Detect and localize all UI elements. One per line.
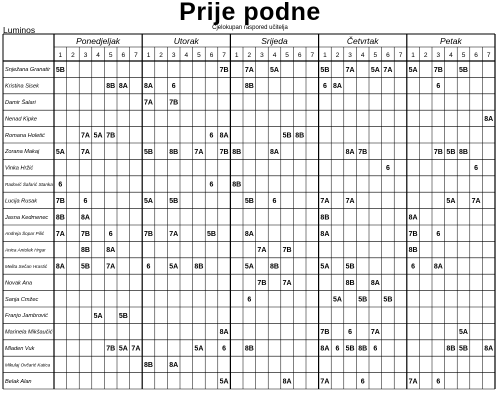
day-header: Ponedjeljak xyxy=(76,36,121,46)
class-cell: 8B xyxy=(408,247,418,255)
class-cell: 7A xyxy=(55,230,65,238)
class-cell: 6 xyxy=(335,345,340,353)
teacher-name: Mikulaj Ovčarić Katica xyxy=(5,362,51,368)
teacher-name: Mladen Vuk xyxy=(5,346,35,352)
class-cell: 7A xyxy=(383,66,393,74)
class-cell: 5A xyxy=(459,329,468,337)
class-cell: 7A xyxy=(408,378,418,386)
period-number: 6 xyxy=(121,52,126,59)
class-cell: 7A xyxy=(131,345,141,353)
period-number: 3 xyxy=(171,52,176,59)
class-cell: 6 xyxy=(171,83,176,91)
period-number: 5 xyxy=(285,52,289,59)
class-cell: 5A xyxy=(55,148,65,156)
period-number: 7 xyxy=(134,52,138,59)
teacher-name: Radović Šafarić Stanka xyxy=(5,182,53,187)
teacher-name: Nenad Kipke xyxy=(5,116,38,123)
teacher-name: Vinka Hržić xyxy=(5,165,34,172)
class-cell: 5B xyxy=(282,132,292,140)
class-cell: 7B xyxy=(106,132,116,140)
class-cell: 7A xyxy=(81,148,90,156)
period-number: 5 xyxy=(108,52,113,59)
class-cell: 5B xyxy=(383,296,393,304)
class-cell: 7B xyxy=(106,345,116,353)
class-cell: 5B xyxy=(358,296,368,304)
class-cell: 5B xyxy=(320,66,330,74)
class-cell: 5A xyxy=(333,296,342,304)
class-cell: 5A xyxy=(270,66,279,74)
period-number: 4 xyxy=(96,52,100,59)
class-cell: 5B xyxy=(118,312,128,320)
class-cell: 8B xyxy=(459,148,468,156)
class-cell: 7A xyxy=(370,329,380,337)
class-cell: 7B xyxy=(219,148,229,156)
class-cell: 5B xyxy=(345,263,355,271)
class-cell: 7A xyxy=(144,99,153,107)
class-cell: 6 xyxy=(360,378,365,386)
class-cell: 5B xyxy=(55,66,65,74)
class-cell: 7B xyxy=(219,66,229,74)
period-number: 2 xyxy=(335,52,340,59)
class-cell: 6 xyxy=(222,345,227,353)
class-cell: 8A xyxy=(320,230,330,238)
period-number: 7 xyxy=(222,52,226,59)
class-cell: 8A xyxy=(118,83,128,91)
period-number: 5 xyxy=(373,52,378,59)
class-cell: 7B xyxy=(433,66,443,74)
class-cell: 8B xyxy=(244,83,254,91)
class-cell: 8B xyxy=(232,148,242,156)
class-cell: 8A xyxy=(320,345,330,353)
class-cell: 7B xyxy=(358,148,368,156)
class-cell: 8B xyxy=(244,345,254,353)
period-number: 3 xyxy=(260,52,264,59)
class-cell: 7A xyxy=(257,247,267,255)
class-cell: 5B xyxy=(446,148,456,156)
class-cell: 8B xyxy=(345,280,355,287)
class-cell: 8A xyxy=(81,214,90,222)
period-number: 6 xyxy=(386,52,390,59)
class-cell: 7B xyxy=(433,148,443,156)
class-cell: 8A xyxy=(333,83,342,91)
class-cell: 8A xyxy=(219,329,229,337)
class-cell: 8B xyxy=(81,247,90,255)
class-cell: 7A xyxy=(244,66,254,74)
class-cell: 7B xyxy=(169,99,179,107)
class-cell: 5A xyxy=(93,132,103,140)
period-number: 2 xyxy=(423,52,428,59)
period-number: 3 xyxy=(436,52,441,59)
class-cell: 6 xyxy=(348,329,353,337)
class-cell: 5A xyxy=(118,345,128,353)
day-header: Četvrtak xyxy=(346,36,379,46)
period-number: 2 xyxy=(71,52,75,59)
period-number: 5 xyxy=(461,52,466,59)
class-cell: 8A xyxy=(433,263,443,271)
class-cell: 5B xyxy=(244,198,254,205)
class-cell: 8A xyxy=(282,378,292,386)
class-cell: 8B xyxy=(446,345,456,353)
class-cell: 7A xyxy=(81,132,90,140)
class-cell: 6 xyxy=(83,198,88,205)
class-cell: 7A xyxy=(282,280,292,287)
teacher-name: Lucija Rusak xyxy=(5,198,38,205)
class-cell: 5A xyxy=(144,198,153,205)
class-cell: 8A xyxy=(484,345,494,353)
class-cell: 5B xyxy=(459,345,468,353)
class-cell: 6 xyxy=(411,263,416,271)
page-subtitle: Cjelokupan raspored učitelja xyxy=(212,25,288,31)
teacher-name: Damir Šalari xyxy=(5,100,36,106)
period-number: 5 xyxy=(197,52,201,59)
period-number: 1 xyxy=(411,52,415,59)
class-cell: 8B xyxy=(194,263,204,271)
period-number: 1 xyxy=(146,52,151,59)
teacher-name: Belak Alan xyxy=(5,378,32,385)
period-number: 1 xyxy=(58,52,63,59)
class-cell: 5B xyxy=(144,148,153,156)
day-header: Utorak xyxy=(173,36,199,46)
class-cell: 8A xyxy=(270,148,279,156)
period-number: 2 xyxy=(247,52,252,59)
class-cell: 5A xyxy=(408,66,418,74)
class-cell: 7A xyxy=(345,198,355,205)
teacher-name: Anica Antolek Hrgar xyxy=(5,247,46,253)
day-header: Srijeda xyxy=(261,36,288,46)
period-number: 1 xyxy=(323,52,327,59)
period-number: 7 xyxy=(486,52,491,59)
period-number: 7 xyxy=(310,52,315,59)
period-number: 4 xyxy=(360,52,365,59)
class-cell: 8A xyxy=(169,362,179,369)
teacher-name: Snježana Granatir xyxy=(5,67,51,74)
teacher-name: Marinela Mikšaučić xyxy=(5,329,53,336)
period-number: 4 xyxy=(449,52,453,59)
class-cell: 7B xyxy=(81,230,90,238)
class-cell: 8B xyxy=(169,148,179,156)
class-cell: 6 xyxy=(436,230,441,238)
class-cell: 6 xyxy=(474,165,479,173)
period-number: 4 xyxy=(272,52,277,59)
class-cell: 6 xyxy=(146,263,151,271)
class-cell: 5A xyxy=(219,378,229,386)
period-number: 6 xyxy=(474,52,478,59)
class-cell: 5A xyxy=(93,312,103,320)
class-cell: 8A xyxy=(370,280,380,287)
class-cell: 8B xyxy=(295,132,305,140)
teacher-name: Novak Ana xyxy=(5,280,33,287)
class-cell: 7B xyxy=(408,230,418,238)
class-cell: 8B xyxy=(106,83,116,91)
class-cell: 7A xyxy=(320,378,330,386)
class-cell: 5B xyxy=(207,230,216,238)
class-cell: 8B xyxy=(270,263,279,271)
class-cell: 5B xyxy=(81,263,90,271)
class-cell: 5A xyxy=(244,263,254,271)
class-cell: 6 xyxy=(209,181,214,189)
class-cell: 8A xyxy=(484,116,494,123)
class-cell: 6 xyxy=(385,165,390,173)
class-cell: 8B xyxy=(320,214,330,222)
class-cell: 5A xyxy=(169,263,179,271)
class-cell: 7A xyxy=(320,198,330,205)
class-cell: 5A xyxy=(446,198,456,205)
class-cell: 7B xyxy=(320,329,330,337)
class-cell: 6 xyxy=(436,378,441,386)
class-cell: 8A xyxy=(244,230,254,238)
period-number: 1 xyxy=(234,52,239,59)
class-cell: 5B xyxy=(345,345,355,353)
teacher-name: Franjo Jambrović xyxy=(5,313,48,320)
class-cell: 7B xyxy=(282,247,292,255)
class-cell: 7B xyxy=(55,198,65,205)
period-number: 6 xyxy=(297,52,302,59)
teacher-name: Kristina Sisek xyxy=(5,83,39,90)
class-cell: 6 xyxy=(58,181,63,189)
class-cell: 8A xyxy=(144,83,153,91)
class-cell: 7A xyxy=(194,148,204,156)
class-cell: 7B xyxy=(257,280,267,287)
day-header: Petak xyxy=(440,36,462,46)
class-cell: 6 xyxy=(373,345,378,353)
class-cell: 6 xyxy=(247,296,252,304)
period-number: 4 xyxy=(184,52,189,59)
period-number: 6 xyxy=(209,52,214,59)
class-cell: 6 xyxy=(108,230,113,238)
class-cell: 6 xyxy=(322,83,327,91)
class-cell: 7A xyxy=(169,230,179,238)
teacher-name: Jasna Kedmenec xyxy=(5,214,49,221)
period-number: 3 xyxy=(348,52,352,59)
class-cell: 8A xyxy=(345,148,355,156)
class-cell: 8A xyxy=(219,132,229,140)
class-cell: 7A xyxy=(471,198,481,205)
class-cell: 8A xyxy=(55,263,65,271)
page-title: Prije podne xyxy=(179,0,321,26)
class-cell: 5B xyxy=(169,198,179,205)
class-cell: 6 xyxy=(436,83,441,91)
class-cell: 8A xyxy=(106,247,116,255)
period-number: 2 xyxy=(159,52,163,59)
class-cell: 8B xyxy=(144,362,153,369)
period-number: 3 xyxy=(83,52,88,59)
class-cell: 7A xyxy=(345,66,355,74)
class-cell: 5A xyxy=(194,345,204,353)
teacher-name: Andreja Šopar Pilić xyxy=(5,231,45,237)
class-cell: 5A xyxy=(370,66,380,74)
class-cell: 5A xyxy=(320,263,330,271)
class-cell: 7A xyxy=(106,263,116,271)
teacher-name: Melita Sečan Hrastić xyxy=(5,264,48,269)
teacher-name: Zorana Makaj xyxy=(5,149,40,156)
class-cell: 7B xyxy=(144,230,153,238)
period-number: 7 xyxy=(398,52,403,59)
teacher-name: Romana Holetić xyxy=(5,132,45,139)
class-cell: 6 xyxy=(209,132,214,140)
school-name: Luminos xyxy=(3,25,36,35)
class-cell: 6 xyxy=(272,198,277,205)
class-cell: 8B xyxy=(55,214,65,222)
class-cell: 8B xyxy=(358,345,368,353)
teacher-name: Sanja Cmžec xyxy=(5,296,39,303)
class-cell: 8B xyxy=(232,181,242,189)
class-cell: 8A xyxy=(408,214,418,222)
class-cell: 5B xyxy=(459,66,468,74)
